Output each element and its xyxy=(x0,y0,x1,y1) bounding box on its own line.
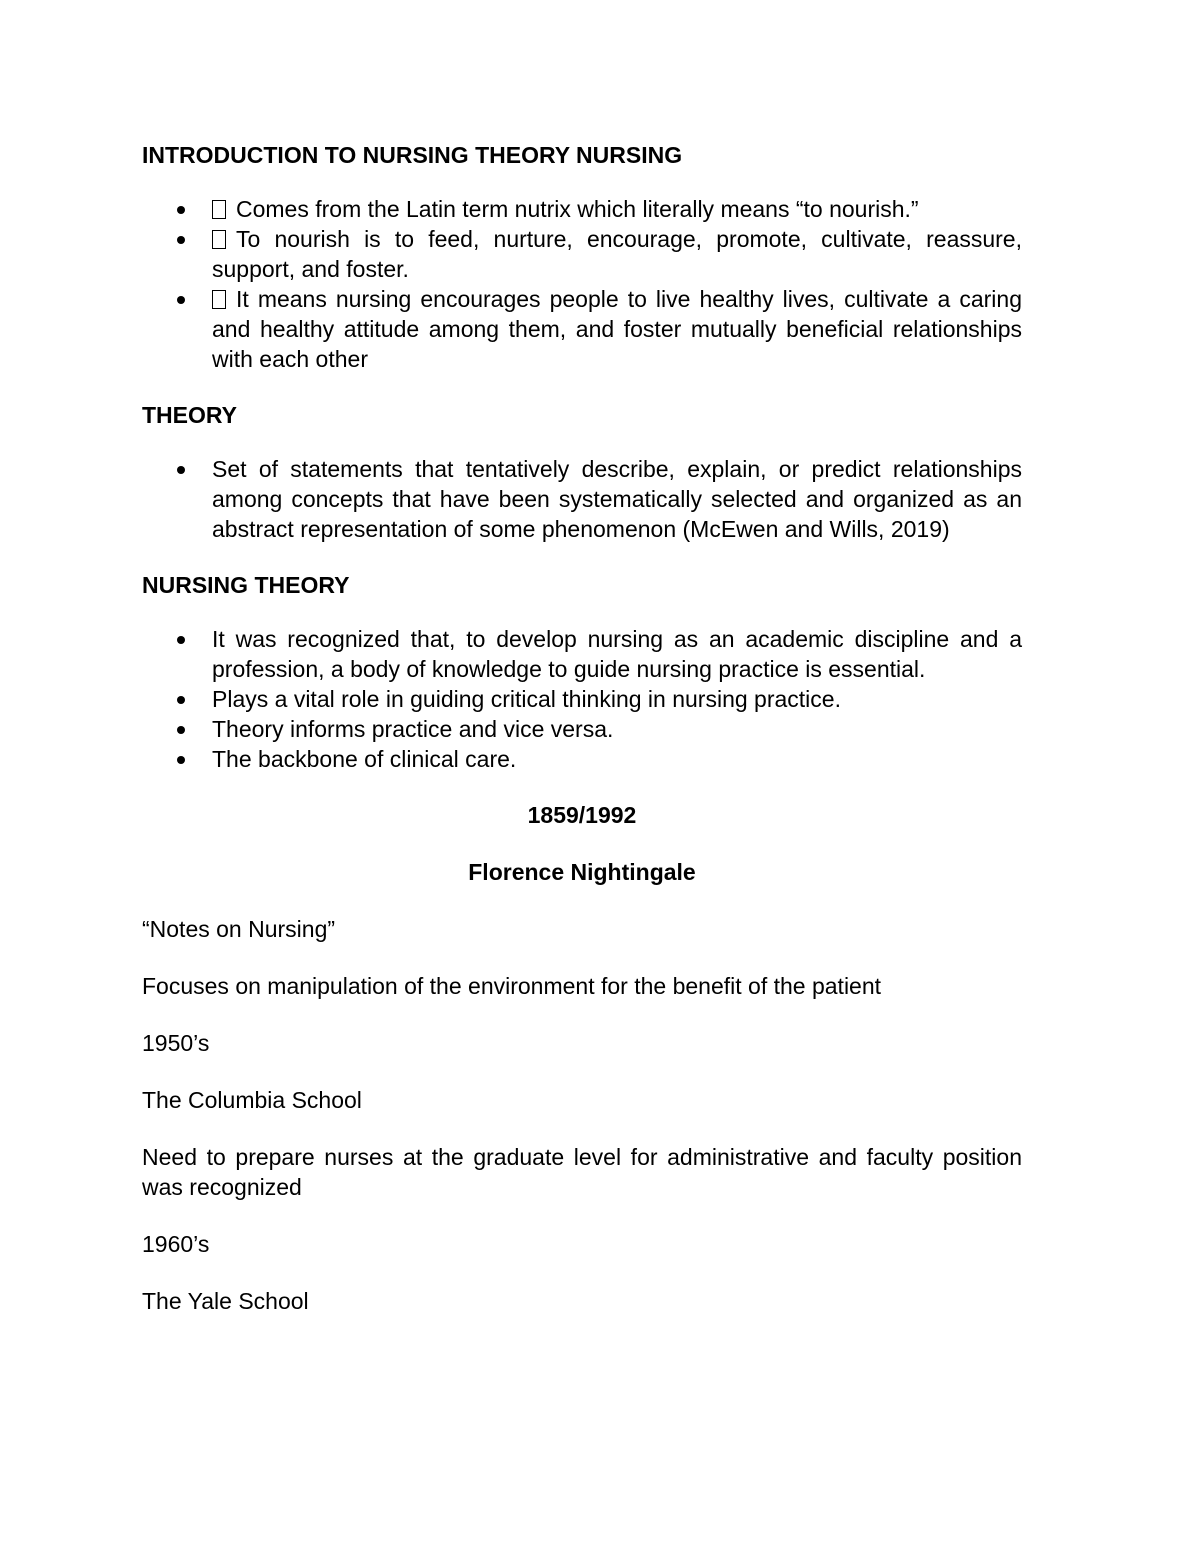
nursing-theory-heading: NURSING THEORY xyxy=(142,572,350,598)
list-item xyxy=(142,194,1022,224)
bullet-text: Theory informs practice and vice versa. xyxy=(212,716,614,742)
notes-title: “Notes on Nursing” xyxy=(142,916,336,942)
nursing-theory-bullet-list xyxy=(142,624,1022,774)
bullet-text: Set of statements that tentatively describe, explain, or predict relationships among concepts that have been systematically selected and organized as an abstract representation of some phenomenon (McEwen and Wills, 2019) xyxy=(212,456,1022,542)
yale-school: The Yale School xyxy=(142,1288,309,1314)
year-heading: 1859/1992 xyxy=(527,802,637,828)
era-1960: 1960’s xyxy=(142,1231,210,1257)
bullet-text: Comes from the Latin term nutrix which literally means “to nourish.” xyxy=(236,196,919,222)
nightingale-heading: Florence Nightingale xyxy=(468,859,696,885)
era-1950: 1950’s xyxy=(142,1030,210,1056)
bullet-text: It means nursing encourages people to live healthy lives, cultivate a caring and healthy attitude among them, and foster mutually beneficial relationships with each other xyxy=(212,286,1022,372)
theory-heading: THEORY xyxy=(142,402,237,428)
list-item xyxy=(142,454,1022,544)
list-item xyxy=(142,224,1022,284)
list-item xyxy=(142,284,1022,374)
box-glyph-icon xyxy=(212,200,226,219)
bullet-text: To nourish is to feed, nurture, encourage, promote, cultivate, reassure, support, and foster. xyxy=(212,226,1022,282)
intro-heading: INTRODUCTION TO NURSING THEORY NURSING xyxy=(142,142,683,168)
theory-bullet-list xyxy=(142,454,1022,544)
columbia-school: The Columbia School xyxy=(142,1087,362,1113)
nightingale-focus: Focuses on manipulation of the environment for the benefit of the patient xyxy=(142,973,882,999)
box-glyph-icon xyxy=(212,290,226,309)
list-item xyxy=(142,684,1022,714)
bullet-text: It was recognized that, to develop nursing as an academic discipline and a profession, a body of knowledge to guide nursing practice is essential. xyxy=(212,626,1022,682)
list-item xyxy=(142,714,1022,744)
columbia-description: Need to prepare nurses at the graduate level for administrative and faculty position was recognized xyxy=(142,1144,1022,1200)
document-content xyxy=(142,140,1022,1316)
box-glyph-icon xyxy=(212,230,226,249)
list-item xyxy=(142,624,1022,684)
bullet-text: The backbone of clinical care. xyxy=(212,746,517,772)
bullet-text: Plays a vital role in guiding critical thinking in nursing practice. xyxy=(212,686,841,712)
intro-bullet-list xyxy=(142,194,1022,374)
list-item xyxy=(142,744,1022,774)
